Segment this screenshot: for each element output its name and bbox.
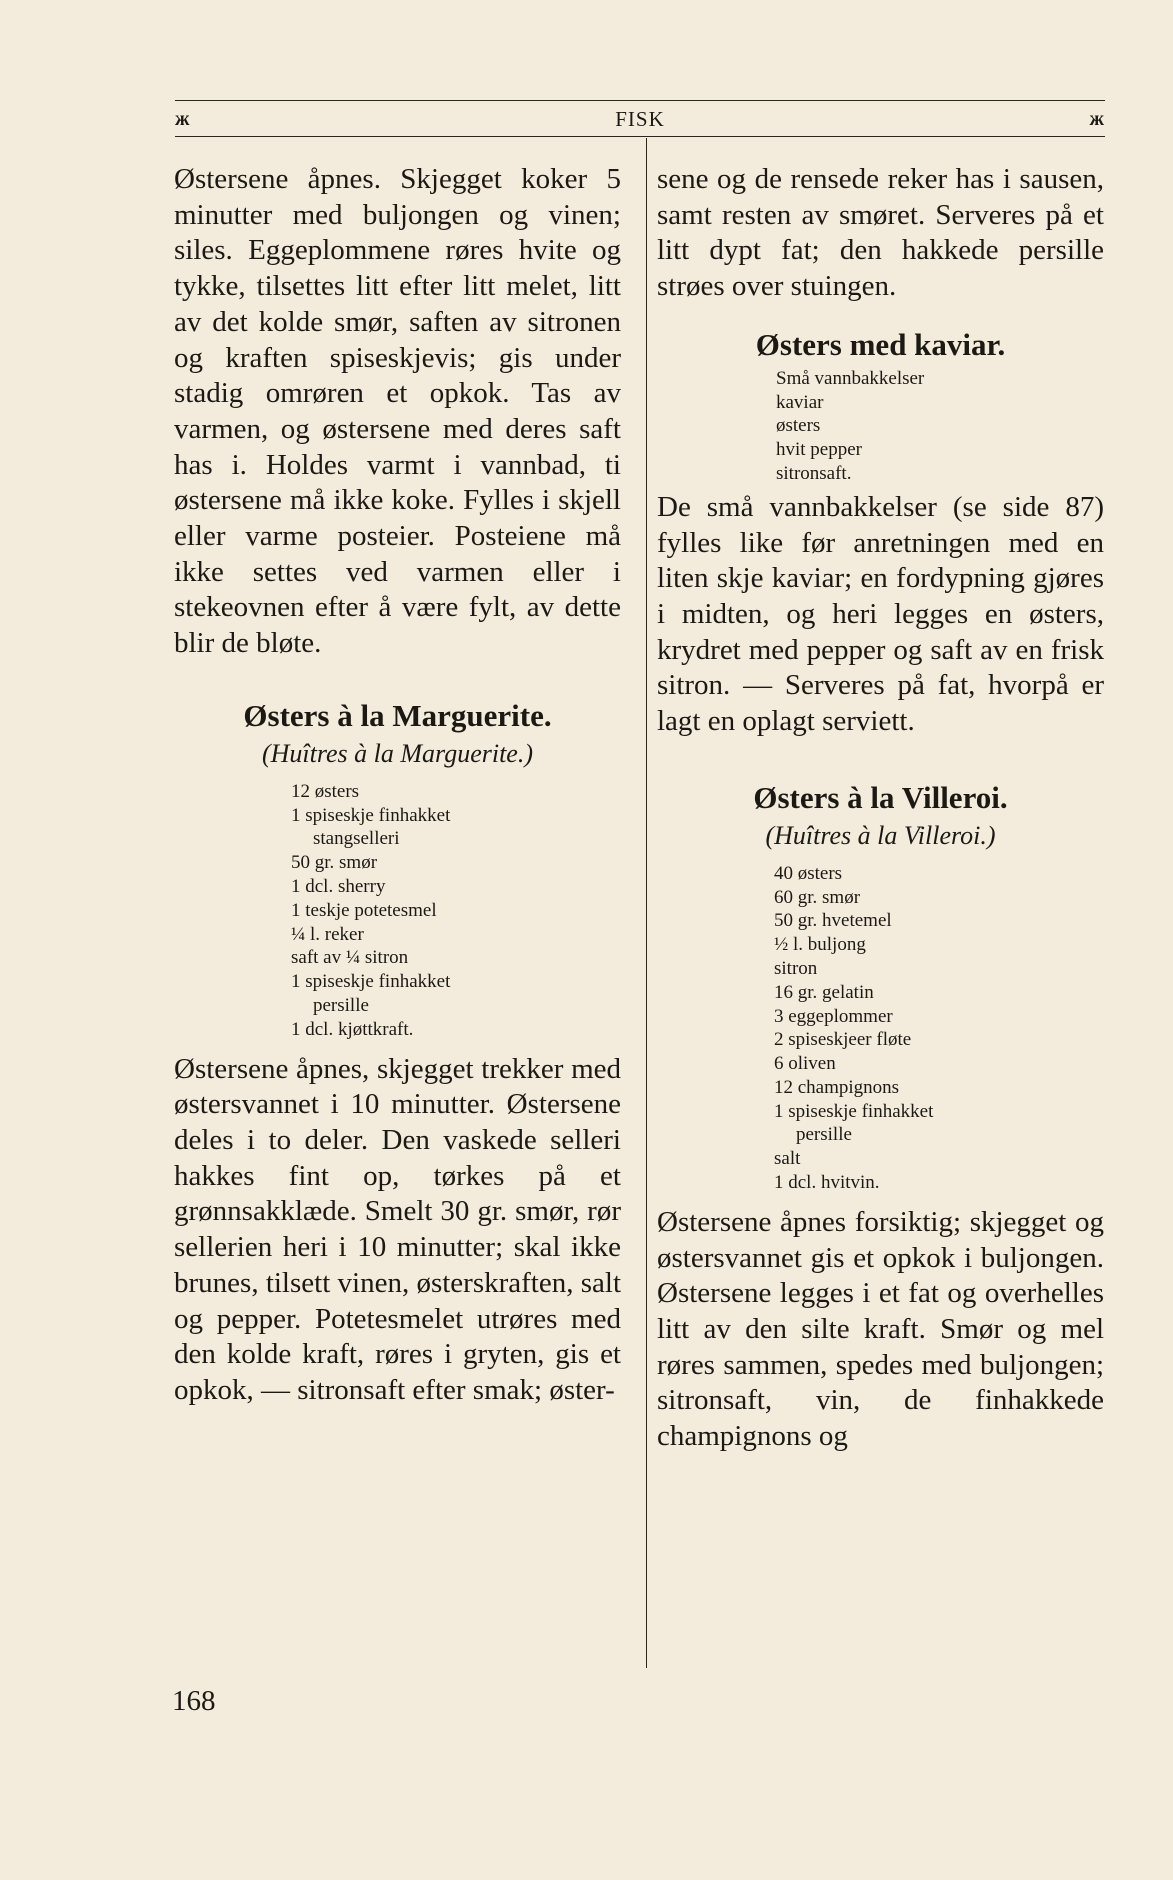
ingredient-item: 50 gr. smør — [291, 852, 378, 874]
ingredient-item: 40 østers — [774, 862, 843, 884]
ornament-left: ж — [175, 107, 191, 130]
recipe-title-marguerite: Østers à la Marguerite. — [243, 697, 552, 733]
ingredient-item: sitronsaft. — [776, 463, 852, 484]
ornament-right: ж — [1089, 107, 1105, 130]
ingredient-item: 1 dcl. sherry — [291, 876, 386, 898]
ingredient-list-villeroi — [774, 862, 1104, 1195]
running-header — [175, 104, 1105, 134]
ingredient-item: ¼ l. reker — [291, 923, 364, 945]
ingredient-item: 1 teskje potetesmel — [291, 899, 437, 921]
right-paragraph-1: sene og de rensede reker has i sausen, samt resten av smøret. Serveres på et litt dypt fat; den hakkede persille strøes over stuingen. — [657, 163, 1104, 303]
section-title: FISK — [615, 106, 665, 131]
column-divider — [646, 138, 647, 1668]
left-paragraph-1: Østersene åpnes. Skjegget koker 5 minutter med buljongen og vinen; siles. Eggeplommene røres hvite og tykke, tilsettes litt efter litt melet, litt av det kolde smør, saften av sitronen og kraften spiseskjevis; gis under stadig omrøren et opkok. Tas av varmen, og østersene med deres saft has i. Holdes varmt i vannbad, ti østersene må ikke koke. Fylles i skjell eller varme posteier. Posteiene må ikke settes ved varmen eller i stekeovnen efter å være fylt, av dette blir de bløte. — [174, 163, 621, 660]
ingredient-item: 60 gr. smør — [774, 886, 861, 908]
ingredient-item: 1 dcl. hvitvin. — [774, 1172, 880, 1194]
right-paragraph-3: Østersene åpnes forsiktig; skjegget og østersvannet gis et opkok i buljongen. Østersene legges i et fat og overhelles litt av den silte kraft. Smør og mel røres sammen, spedes med buljongen; sitronsaft, vin, de finhakkede champignons og — [657, 1205, 1104, 1453]
ingredient-item: 12 champignons — [774, 1076, 900, 1098]
ingredient-item: 2 spiseskjeer fløte — [774, 1029, 912, 1051]
left-paragraph-2: Østersene åpnes, skjegget trekker med østersvannet i 10 minutter. Østersene deles i to deler. Den vaskede selleri hakkes fint op, tørkes på et grønnsakklæde. Smelt 30 gr. smør, rør sellerien heri i 10 minutter; skal ikke brunes, tilsett vinen, østerskraften, salt og pepper. Potetesmelet utrøres med den kolde kraft, røres i gryten, gis et opkok, — sitronsaft efter smak; øster- — [174, 1052, 621, 1406]
ingredient-list-kaviar — [776, 367, 1104, 486]
ingredient-item: ½ l. buljong — [774, 934, 866, 956]
ingredient-item: 6 oliven — [774, 1053, 836, 1075]
ingredient-item: 1 spiseskje finhakket — [774, 1100, 934, 1122]
ingredient-item: sitron — [774, 957, 818, 979]
recipe-subtitle-marguerite: (Huîtres à la Marguerite.) — [261, 738, 534, 768]
ingredient-item: Små vannbakkelser — [776, 367, 925, 389]
right-paragraph-2: De små vannbakkelser (se side 87) fylles like før anretningen med en liten skje kaviar; en fordypning gjøres i midten, og heri legges en østers, krydret med pepper og saft av en frisk sitron. — Serveres på fat, hvorpå er lagt en oplagt serviett. — [657, 490, 1104, 738]
ingredient-item: 3 eggeplommer — [774, 1005, 893, 1027]
ingredient-item: 1 spiseskje finhakket — [291, 971, 451, 993]
header-rule-top — [175, 100, 1105, 101]
recipe-subtitle-villeroi: (Huîtres à la Villeroi.) — [765, 820, 996, 850]
ingredient-item: saft av ¼ sitron — [291, 947, 409, 969]
header-rule-bottom — [175, 136, 1105, 137]
ingredient-item: persille — [796, 1124, 852, 1146]
ingredient-item: persille — [313, 995, 369, 1017]
ingredient-item: 12 østers — [291, 780, 360, 802]
ingredient-item: 50 gr. hvetemel — [774, 910, 892, 932]
ingredient-item: 1 spiseskje finhakket — [291, 804, 451, 826]
ingredient-item: kaviar — [776, 391, 824, 413]
ingredient-item: stangselleri — [313, 828, 400, 850]
ingredient-item: 1 dcl. kjøttkraft. — [291, 1018, 414, 1040]
recipe-title-villeroi: Østers à la Villeroi. — [753, 779, 1008, 815]
ingredient-item: østers — [776, 415, 821, 437]
ingredient-list-marguerite — [291, 780, 621, 1042]
recipe-title-kaviar: Østers med kaviar. — [755, 326, 1006, 362]
ingredient-item: 16 gr. gelatin — [774, 981, 874, 1003]
ingredient-item: hvit pepper — [776, 439, 863, 461]
left-column — [174, 150, 621, 1409]
page-number: 168 — [172, 1685, 216, 1717]
ingredient-item: salt — [774, 1148, 801, 1170]
right-column — [657, 150, 1104, 1455]
